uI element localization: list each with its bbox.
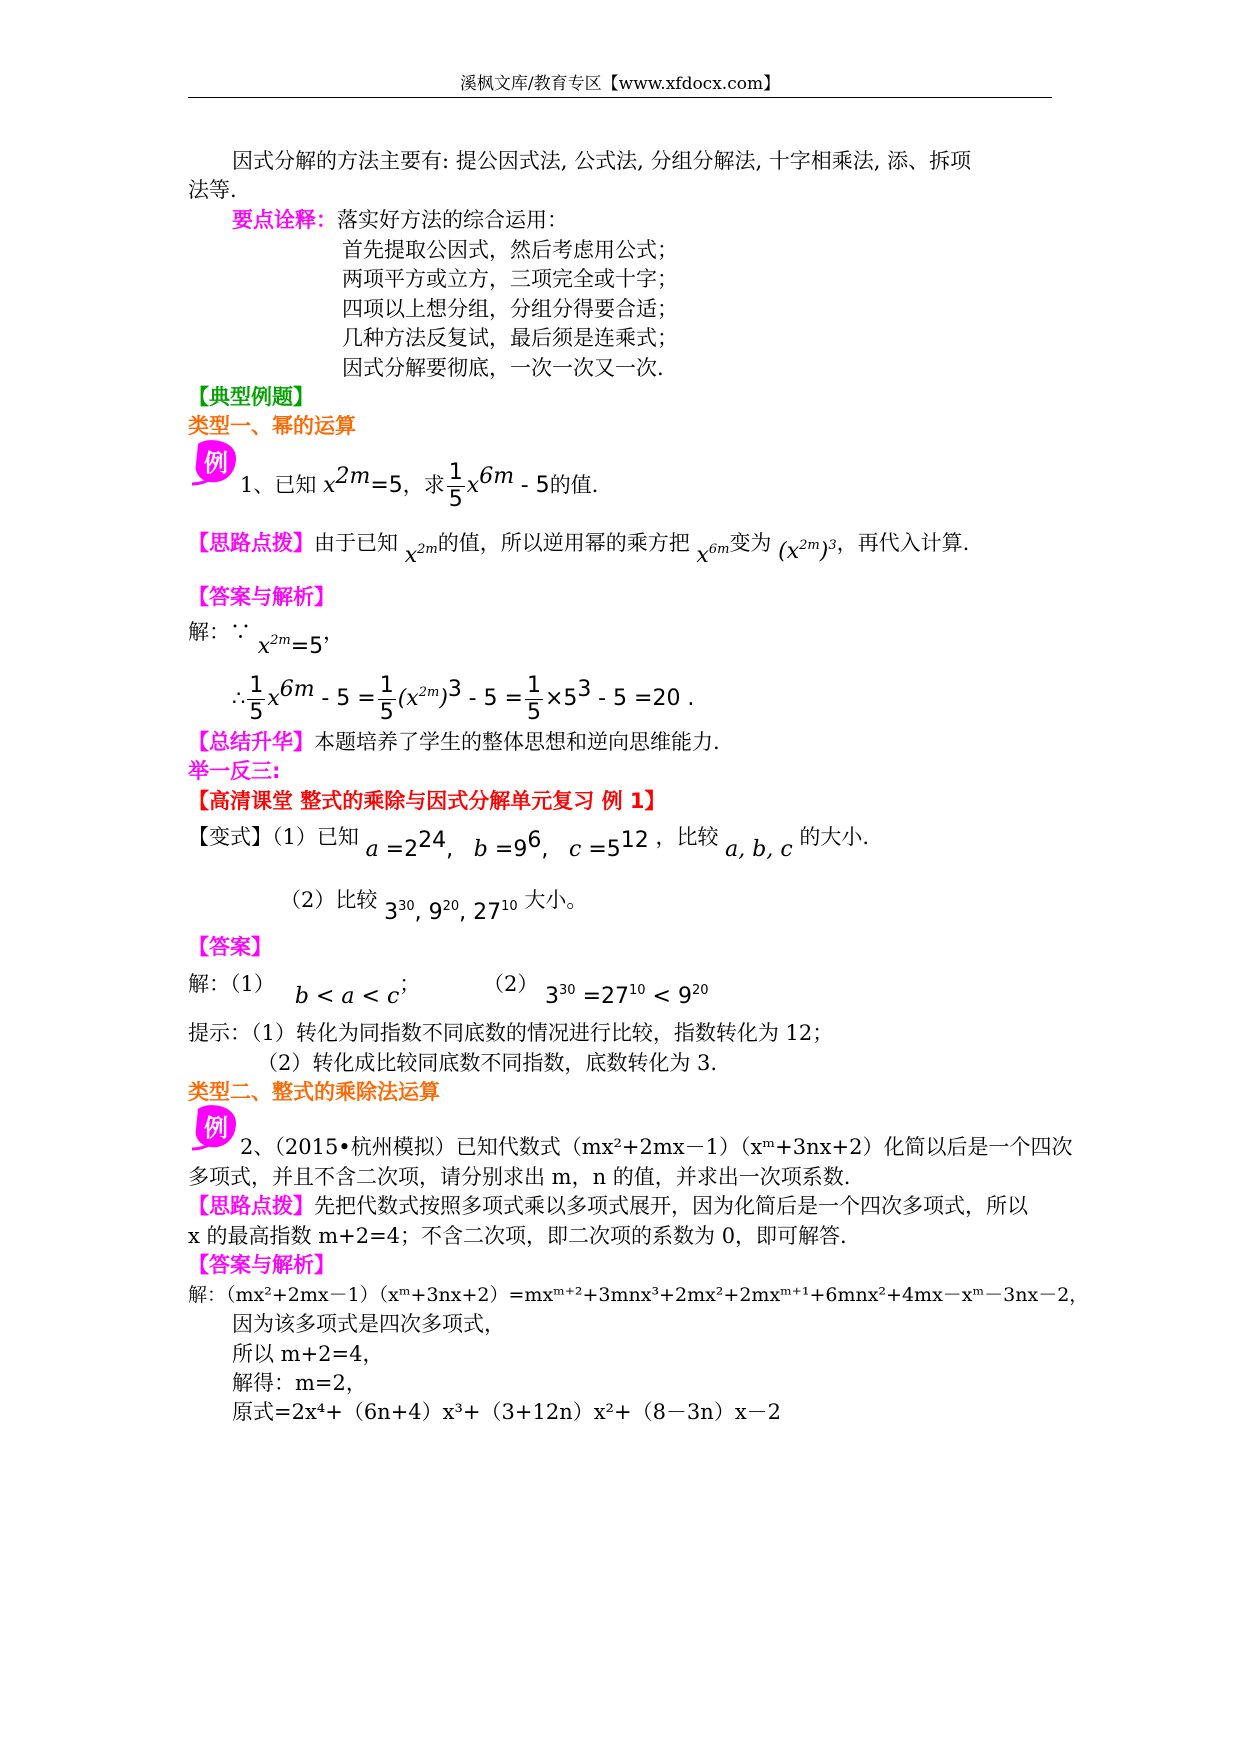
solution-2-line-5: 原式=2x⁴+（6n+4）x³+（3+12n）x²+（8－3n）x－2 bbox=[232, 1400, 782, 1424]
q1-prefix: （1）已知 bbox=[272, 825, 359, 849]
hint-text-1: 由于已知 bbox=[314, 531, 398, 555]
example-badge-icon bbox=[190, 438, 242, 488]
verse-4: 几种方法反复试，最后须是连乘式； bbox=[342, 326, 678, 350]
solution-1-line-1 bbox=[188, 612, 345, 659]
q1-compare: ，比较 bbox=[655, 825, 719, 849]
sol-part-1: - 5 = bbox=[321, 686, 376, 711]
solution-2-line-4: 解得：m=2， bbox=[232, 1371, 367, 1395]
typical-examples-heading: 【典型例题】 bbox=[188, 385, 314, 409]
solution-1-line-2: ∴ $\frac{1}{5}$ $x^{6m} - 5$ = $\frac{1}{5}$ $(x^{2m})^3 - 5$ = $\frac{1}{5}$ $\times 5^3 - 5 =20$ . bbox=[232, 673, 695, 725]
type1-title: 类型一、幂的运算 bbox=[188, 414, 356, 438]
hint-2-label: 【思路点拨】 bbox=[188, 1194, 314, 1218]
example-1-mid: ，求 bbox=[402, 473, 445, 497]
sol-frac-a: $\frac{1}{5}$ bbox=[249, 673, 264, 725]
hint-text-3: 变为 bbox=[729, 531, 772, 555]
ans-inequality-2: $3^{30} =27^{10} < 9^{20}$ bbox=[545, 983, 709, 1009]
q2-values: $3^{30}$, $9^{20}$, $27^{10}$ bbox=[384, 899, 518, 925]
variant-q2 bbox=[280, 878, 587, 923]
summary-1 bbox=[188, 727, 720, 757]
summary-label: 【总结升华】 bbox=[188, 730, 314, 754]
sol-comma: ， bbox=[323, 620, 345, 644]
exp-2m: 2m bbox=[335, 464, 371, 489]
answer-label-1: 【答案与解析】 bbox=[188, 585, 335, 609]
ans-part-2: （2） bbox=[482, 972, 539, 996]
hint-text-4: ，再代入计算. bbox=[836, 531, 970, 555]
verse-1: 首先提取公因式，然后考虑用公式； bbox=[342, 238, 678, 262]
ans-semi: ； bbox=[399, 972, 421, 996]
variant-q1 bbox=[188, 815, 869, 860]
ans-inequality-1: b < a < c bbox=[294, 984, 400, 1009]
hint-2-line-2: x 的最高指数 m+2=4；不含二次项，即二次项的系数为 0，即可解答. bbox=[188, 1224, 847, 1248]
sol-part-2: - 5 = bbox=[468, 686, 523, 711]
therefore-symbol: ∴ bbox=[232, 686, 246, 710]
eq-5: =5 bbox=[370, 473, 403, 498]
sol-x2m: $x^{2m}$ bbox=[257, 633, 291, 659]
key-points-lead: 落实好方法的综合运用： bbox=[337, 208, 568, 232]
variant-label: 【变式】 bbox=[188, 825, 272, 849]
q1-values: $a =2^{24}$, $b =9^6$, $c =5^{12}$ bbox=[365, 828, 649, 862]
fraction-1-5: $\frac{1}{5}$ bbox=[448, 460, 463, 512]
intro-line-2: 法等. bbox=[188, 178, 237, 202]
example-2-line-1: 2、（2015•杭州模拟）已知代数式（mx²+2mx－1）（xᵐ+3nx+2）化简以后是一个四次 bbox=[240, 1135, 1073, 1159]
verse-3: 四项以上想分组，分组分得要合适； bbox=[342, 297, 678, 321]
exp-6m: 6m bbox=[479, 464, 515, 489]
q2-prefix: （2）比较 bbox=[280, 888, 378, 912]
hint-2-text: 先把代数式按照多项式乘以多项式展开，因为化简后是一个四次多项式，所以 bbox=[314, 1194, 1028, 1218]
solution-2-line-1: 解：（mx²+2mx－1）（xᵐ+3nx+2）=mxᵐ⁺²+3mnx³+2mx²+2mxᵐ⁺¹+6mnx²+4mx－xᵐ－3nx－2， bbox=[188, 1284, 1089, 1306]
solution-2-line-3: 所以 m+2=4， bbox=[232, 1342, 384, 1366]
q1-suffix: 的大小. bbox=[799, 825, 870, 849]
tips-line-1: 提示：（1）转化为同指数不同底数的情况进行比较，指数转化为 12； bbox=[188, 1021, 834, 1045]
solution-2-line-2: 因为该多项式是四次多项式， bbox=[232, 1312, 505, 1336]
type2-title: 类型二、整式的乘除法运算 bbox=[188, 1080, 440, 1104]
answer-2 bbox=[188, 962, 709, 1007]
ans-jie: 解：（1） bbox=[188, 972, 275, 996]
sol-frac-c: $\frac{1}{5}$ bbox=[526, 673, 541, 725]
q1-vars: a, b, c bbox=[725, 837, 793, 862]
key-points bbox=[232, 205, 568, 235]
reference-heading: 【高清课堂 整式的乘除与因式分解单元复习 例 1】 bbox=[188, 789, 666, 813]
key-points-label: 要点诠释： bbox=[232, 208, 337, 232]
sol-eq-5: =5 bbox=[290, 634, 324, 659]
hint-1 bbox=[188, 523, 970, 568]
hint-power-expr: $(x^{2m})^3$ bbox=[778, 538, 837, 564]
minus-5: - 5 bbox=[520, 473, 550, 498]
example-2-line-2: 多项式，并且不含二次项，请分别求出 m，n 的值，并求出一次项系数. bbox=[188, 1165, 851, 1189]
badge-label: 例 bbox=[204, 449, 228, 477]
page-header: 溪枫文库/教育专区【www.xfdocx.com】 bbox=[459, 74, 781, 94]
hint-label: 【思路点拨】 bbox=[188, 531, 314, 555]
hint-2-line-1 bbox=[188, 1191, 1028, 1221]
hint-text-2: 的值，所以逆用幂的乘方把 bbox=[437, 531, 690, 555]
answer-label-3: 【答案与解析】 bbox=[188, 1253, 335, 1277]
badge-label: 例 bbox=[204, 1114, 228, 1142]
example-1-suffix: 的值. bbox=[549, 473, 599, 497]
sol-frac-b: $\frac{1}{5}$ bbox=[379, 673, 394, 725]
example-1 bbox=[240, 455, 598, 516]
q2-suffix: 大小。 bbox=[524, 888, 588, 912]
intro-line-1: 因式分解的方法主要有: 提公因式法, 公式法, 分组分解法, 十字相乘法, 添、拆项 bbox=[232, 149, 972, 173]
one-three-title: 举一反三: bbox=[188, 759, 281, 783]
header-rule bbox=[188, 97, 1052, 98]
summary-text: 本题培养了学生的整体思想和逆向思维能力. bbox=[314, 730, 720, 754]
verse-5: 因式分解要彻底，一次一次又一次. bbox=[342, 356, 664, 380]
example-badge-icon bbox=[190, 1103, 242, 1153]
verse-2: 两项平方或立方，三项完全或十字； bbox=[342, 267, 678, 291]
sol-times: ×5 bbox=[544, 686, 578, 711]
hint-x2m: $x^{2m}$ bbox=[404, 542, 438, 568]
x-var-2: x bbox=[466, 473, 480, 498]
example-1-prefix: 1、已知 bbox=[240, 473, 317, 497]
answer-label-2: 【答案】 bbox=[188, 935, 272, 959]
sol-jie: 解：∵ bbox=[188, 620, 251, 644]
hint-x6m: $x^{6m}$ bbox=[696, 542, 730, 568]
tips-line-2: （2）转化成比较同底数不同指数，底数转化为 3. bbox=[257, 1051, 718, 1075]
sol-part-3: - 5 =20 . bbox=[598, 686, 695, 711]
x-var: x bbox=[323, 473, 336, 498]
